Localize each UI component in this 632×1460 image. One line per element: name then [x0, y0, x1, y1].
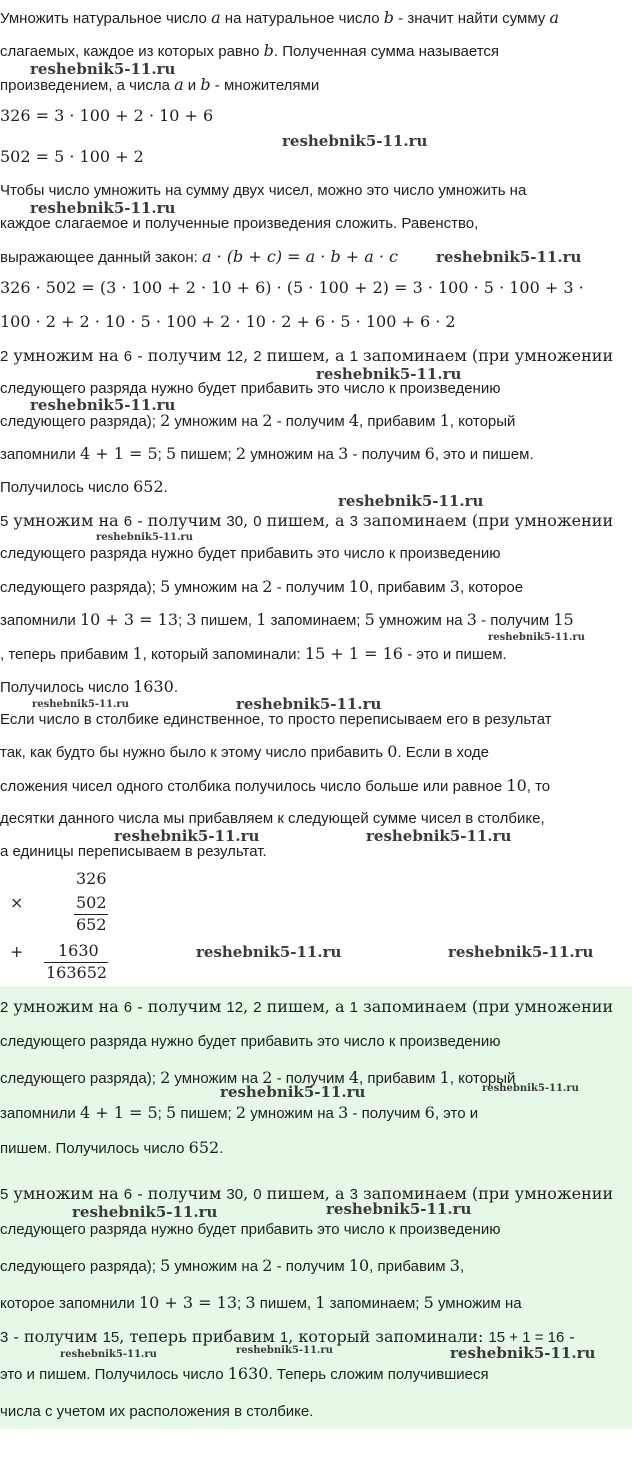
text-segment: 2	[253, 348, 262, 365]
text-segment: , это и	[434, 1105, 479, 1122]
formula-segment: 652	[188, 1138, 220, 1157]
text-segment: пишем. Получилось число	[0, 1140, 189, 1157]
watermark: reshebnik5-11.ru	[488, 632, 585, 643]
formula-segment: 1	[256, 610, 267, 629]
text-segment: ;	[157, 446, 167, 463]
solution-line: следующего разряда нужно будет прибавить это число к произведению	[0, 1221, 501, 1238]
formula-line: 326 · 502 = (3 · 100 + 2 · 10 + 6) · (5 · 100 + 2) = 3 · 100 · 5 · 100 + 3 ·	[0, 278, 584, 297]
text-segment: - это и пишем.	[402, 646, 507, 663]
formula-segment: 15 + 1 = 16	[304, 644, 403, 663]
formula-segment: b	[263, 41, 274, 60]
text-segment: пишем;	[176, 446, 236, 463]
formula-segment: 15	[553, 610, 574, 629]
text-segment: 12	[226, 999, 244, 1016]
formula-segment: умножим на	[8, 1184, 124, 1203]
formula-segment: запоминаем (при умножении	[357, 511, 614, 530]
text-segment: умножим на	[246, 446, 339, 463]
formula-segment: a	[211, 8, 221, 27]
text-segment: , который	[449, 413, 516, 430]
text-segment: - получим	[348, 446, 425, 463]
text-line: десятки данного числа мы прибавляем к следующей сумме чисел в столбике,	[0, 810, 545, 827]
formula-segment: , теперь прибавим	[119, 1327, 280, 1346]
text-segment: - значит найти сумму	[394, 10, 550, 27]
text-line	[0, 346, 632, 367]
text-segment: - получим	[272, 1070, 349, 1087]
watermark: reshebnik5-11.ru	[196, 943, 342, 961]
text-line: а единицы переписываем в результат.	[0, 843, 267, 860]
formula-segment: пишем, а	[261, 997, 350, 1016]
text-segment: запоминаем;	[325, 1295, 424, 1312]
formula-segment: 3	[338, 1103, 349, 1122]
formula-segment: умножим на	[8, 511, 124, 530]
text-line: следующего разряда нужно будет прибавить это число к произведению	[0, 545, 501, 562]
formula-segment: - получим	[8, 1327, 103, 1346]
watermark: reshebnik5-11.ru	[326, 1200, 472, 1218]
watermark: reshebnik5-11.ru	[96, 532, 193, 543]
text-segment: , который	[449, 1070, 516, 1087]
text-segment: 30	[226, 513, 244, 530]
formula-segment: 3	[338, 444, 349, 463]
text-segment: 6	[123, 999, 133, 1016]
text-segment: сложения чисел одного столбика получилось число больше или равное	[0, 778, 507, 795]
text-segment: и	[183, 77, 201, 94]
solution-line	[0, 1103, 632, 1124]
formula-segment: 5	[166, 444, 177, 463]
watermark: reshebnik5-11.ru	[114, 827, 260, 845]
text-segment: слагаемых, каждое из которых равно	[0, 43, 264, 60]
text-line	[0, 75, 632, 96]
text-segment: - получим	[272, 1258, 349, 1275]
formula-segment: пишем, а	[261, 511, 350, 530]
formula-segment: 6	[424, 444, 435, 463]
watermark: reshebnik5-11.ru	[236, 695, 382, 713]
text-segment: это и пишем. Получилось число	[0, 1366, 228, 1383]
formula-segment: b	[383, 8, 395, 27]
formula-segment: 3	[449, 577, 460, 596]
watermark: reshebnik5-11.ru	[30, 199, 176, 217]
text-segment: ,	[459, 1258, 465, 1275]
text-segment: 3	[349, 513, 358, 530]
text-line	[0, 8, 632, 29]
text-segment: - получим	[272, 413, 349, 430]
formula-segment: 4 + 1 = 5	[79, 444, 158, 463]
formula-segment: 4	[348, 411, 359, 430]
text-segment: .	[219, 1140, 224, 1157]
watermark: reshebnik5-11.ru	[220, 1083, 366, 1101]
text-segment: 6	[123, 1186, 133, 1203]
result: 163652	[46, 963, 108, 982]
text-segment: умножим на	[170, 413, 263, 430]
watermark: reshebnik5-11.ru	[448, 943, 594, 961]
text-segment: Получилось число	[0, 479, 134, 496]
text-line	[0, 41, 632, 62]
text-segment: умножим на	[374, 612, 467, 629]
text-segment: , которое	[459, 579, 524, 596]
text-segment: Получилось число	[0, 679, 134, 696]
formula-segment: 652	[133, 477, 164, 496]
watermark: reshebnik5-11.ru	[282, 132, 428, 150]
formula-segment: 2	[160, 411, 171, 430]
formula-segment: 6	[424, 1103, 435, 1122]
watermark: reshebnik5-11.ru	[482, 1083, 579, 1094]
text-segment: запомнили	[0, 612, 80, 629]
text-line: Чтобы число умножить на сумму двух чисел, можно это число умножить на	[0, 182, 527, 199]
formula-segment: 2	[262, 577, 273, 596]
text-segment: 5	[0, 1186, 9, 1203]
watermark: reshebnik5-11.ru	[60, 1349, 157, 1360]
text-segment: , прибавим	[369, 579, 450, 596]
formula-segment: 10	[506, 776, 527, 795]
text-segment: так, как будто бы нужно было к этому число прибавить	[0, 744, 388, 761]
formula-segment: 1	[315, 1293, 326, 1312]
partial-product: 1630	[58, 941, 99, 960]
watermark: reshebnik5-11.ru	[436, 248, 582, 266]
watermark: reshebnik5-11.ru	[72, 1203, 218, 1221]
formula-segment: 5	[364, 610, 375, 629]
text-line: Если число в столбике единственное, то просто переписываем его в результат	[0, 711, 552, 728]
formula-segment: 10 + 3 = 13	[138, 1293, 238, 1312]
formula-segment: 3	[466, 610, 477, 629]
solution-line	[0, 1184, 632, 1205]
watermark: reshebnik5-11.ru	[236, 1345, 333, 1356]
formula-segment: умножим на	[8, 997, 124, 1016]
formula-segment: умножим на	[8, 346, 124, 365]
watermark: reshebnik5-11.ru	[450, 1344, 596, 1362]
formula-segment: 3	[449, 1256, 460, 1275]
text-segment: умножим на	[433, 1295, 522, 1312]
formula-segment: 1630	[227, 1364, 269, 1383]
text-segment: - получим	[348, 1105, 425, 1122]
watermark: reshebnik5-11.ru	[30, 60, 176, 78]
text-line	[0, 644, 632, 665]
text-line	[0, 477, 632, 498]
formula-segment: 0	[387, 742, 398, 761]
text-segment: запоминаем;	[266, 612, 365, 629]
text-line	[0, 411, 632, 432]
solution-line	[0, 1256, 632, 1277]
solution-line	[0, 1138, 632, 1159]
text-line: следующего разряда нужно будет прибавить это число к произведению	[0, 380, 501, 397]
text-segment: ;	[178, 612, 187, 629]
solution-line: следующего разряда нужно будет прибавить это число к произведению	[0, 1033, 501, 1050]
text-segment: ;	[157, 1105, 167, 1122]
text-segment: 0	[253, 1186, 262, 1203]
watermark: reshebnik5-11.ru	[366, 827, 512, 845]
text-segment: следующего разряда);	[0, 413, 161, 430]
text-segment: умножим на	[170, 1070, 263, 1087]
solution-line	[0, 997, 632, 1018]
text-line	[0, 610, 632, 631]
text-segment: 15 + 1 = 16	[488, 1329, 565, 1346]
formula-line: 502 = 5 · 100 + 2	[0, 147, 144, 166]
text-segment: умножим на	[246, 1105, 339, 1122]
formula-segment: 2	[262, 1068, 273, 1087]
text-line	[0, 776, 632, 797]
text-segment: произведением, а числа	[0, 77, 175, 94]
formula-segment: 1	[132, 644, 143, 663]
formula-segment: 1	[439, 1068, 450, 1087]
text-segment: которое запомнили	[0, 1295, 139, 1312]
formula-segment: - получим	[132, 997, 227, 1016]
text-segment: 1	[349, 999, 358, 1016]
multiplier: 502	[76, 893, 107, 912]
watermark: reshebnik5-11.ru	[338, 492, 484, 510]
text-segment: - множителями	[210, 77, 320, 94]
text-segment: 15	[102, 1329, 120, 1346]
text-segment: 30	[226, 1186, 244, 1203]
formula-segment: 5	[160, 1256, 171, 1275]
solution-line: числа с учетом их расположения в столбике.	[0, 1403, 314, 1420]
formula-segment: -	[564, 1327, 575, 1346]
text-line	[0, 742, 632, 763]
text-segment: ;	[237, 1295, 246, 1312]
text-segment: , это и пишем.	[434, 446, 534, 463]
text-segment: умножим на	[170, 1258, 263, 1275]
text-segment: , прибавим	[369, 1258, 450, 1275]
text-segment: - получим	[476, 612, 554, 629]
formula-line: 326 = 3 · 100 + 2 · 10 + 6	[0, 106, 214, 125]
watermark: reshebnik5-11.ru	[32, 699, 129, 710]
text-segment: пишем;	[176, 1105, 236, 1122]
formula-segment: запоминаем (при умножении	[357, 997, 614, 1016]
text-segment: 5	[0, 513, 9, 530]
text-segment: , прибавим	[359, 1070, 440, 1087]
formula-segment: 3	[186, 610, 197, 629]
text-segment: 2	[0, 999, 9, 1016]
text-segment: 3	[0, 1329, 9, 1346]
formula-segment: 10	[348, 577, 370, 596]
text-segment: . Если в ходе	[397, 744, 489, 761]
formula-segment: 2	[235, 1103, 247, 1122]
text-segment: 1	[279, 1329, 289, 1346]
text-segment: .	[163, 479, 168, 496]
formula-segment: 5	[160, 577, 171, 596]
formula-segment: 5	[423, 1293, 434, 1312]
text-segment: , то	[526, 778, 551, 795]
text-segment: 6	[123, 348, 133, 365]
multiplicand: 326	[76, 869, 107, 888]
text-segment: следующего разряда);	[0, 1070, 161, 1087]
formula-segment: 2	[262, 411, 273, 430]
formula-segment: - получим	[132, 1184, 227, 1203]
formula-segment: - получим	[132, 346, 227, 365]
text-segment: умножим на	[170, 579, 263, 596]
text-segment: следующего разряда);	[0, 579, 161, 596]
text-segment: - получим	[272, 579, 349, 596]
formula-segment: ,	[243, 1184, 254, 1203]
text-segment: , который запоминали:	[142, 646, 305, 663]
formula-segment: запоминаем (при умножении	[357, 1184, 614, 1203]
text-line	[0, 577, 632, 598]
formula-segment: 2	[160, 1068, 171, 1087]
text-segment: . Полученная сумма называется	[273, 43, 500, 60]
text-segment: пишем,	[255, 1295, 316, 1312]
formula-segment: b	[200, 75, 211, 94]
text-segment: на натуральное число	[220, 10, 384, 27]
formula-segment: 2	[262, 1256, 273, 1275]
partial-product: 652	[76, 915, 107, 934]
formula-segment: 2	[235, 444, 247, 463]
text-segment: следующего разряда);	[0, 1258, 161, 1275]
formula-segment: 5	[166, 1103, 177, 1122]
formula-segment: 4	[348, 1068, 359, 1087]
text-segment: 1	[349, 348, 358, 365]
times-sign: ×	[10, 893, 24, 912]
text-line	[0, 511, 632, 532]
formula-segment: пишем, а	[261, 1184, 350, 1203]
formula-segment: , который запоминали:	[288, 1327, 489, 1346]
formula-segment: 4 + 1 = 5	[79, 1103, 158, 1122]
text-segment: 2	[253, 999, 262, 1016]
text-segment: Умножить натуральное число	[0, 10, 212, 27]
text-segment: запомнили	[0, 1105, 80, 1122]
text-segment: запомнили	[0, 446, 80, 463]
formula-segment: ,	[243, 997, 254, 1016]
formula-segment: ,	[243, 346, 254, 365]
solution-line	[0, 1293, 632, 1314]
formula-segment: a	[174, 75, 184, 94]
formula-segment: 1	[439, 411, 450, 430]
text-segment: 12	[226, 348, 244, 365]
formula-segment: запоминаем (при умножении	[357, 346, 614, 365]
text-segment: . Теперь сложим получившиеся	[268, 1366, 489, 1383]
watermark: reshebnik5-11.ru	[30, 396, 176, 414]
formula-segment: a · (b + c) = a · b + a · c	[202, 247, 399, 266]
text-segment: .	[173, 679, 179, 696]
plus-sign: +	[10, 942, 24, 961]
text-segment: 6	[123, 513, 133, 530]
formula-segment: ,	[243, 511, 254, 530]
text-line	[0, 444, 632, 465]
solution-line	[0, 1364, 632, 1385]
formula-segment: 10	[348, 1256, 370, 1275]
text-segment: 2	[0, 348, 9, 365]
text-line: каждое слагаемое и полученные произведения сложить. Равенство,	[0, 215, 479, 232]
formula-segment: a	[549, 8, 560, 27]
formula-segment: - получим	[132, 511, 227, 530]
formula-segment: 10 + 3 = 13	[79, 610, 179, 629]
formula-segment: пишем, а	[261, 346, 350, 365]
text-segment: 3	[349, 1186, 358, 1203]
text-segment: , прибавим	[359, 413, 440, 430]
text-segment: пишем,	[196, 612, 257, 629]
text-segment: 0	[253, 513, 262, 530]
formula-segment: 3	[245, 1293, 256, 1312]
watermark: reshebnik5-11.ru	[316, 365, 462, 383]
text-segment: выражающее данный закон:	[0, 249, 202, 266]
formula-line: 100 · 2 + 2 · 10 · 5 · 100 + 2 · 10 · 2 + 6 · 5 · 100 + 6 · 2	[0, 312, 456, 331]
text-segment: , теперь прибавим	[0, 646, 133, 663]
formula-segment: 1630	[133, 677, 174, 696]
